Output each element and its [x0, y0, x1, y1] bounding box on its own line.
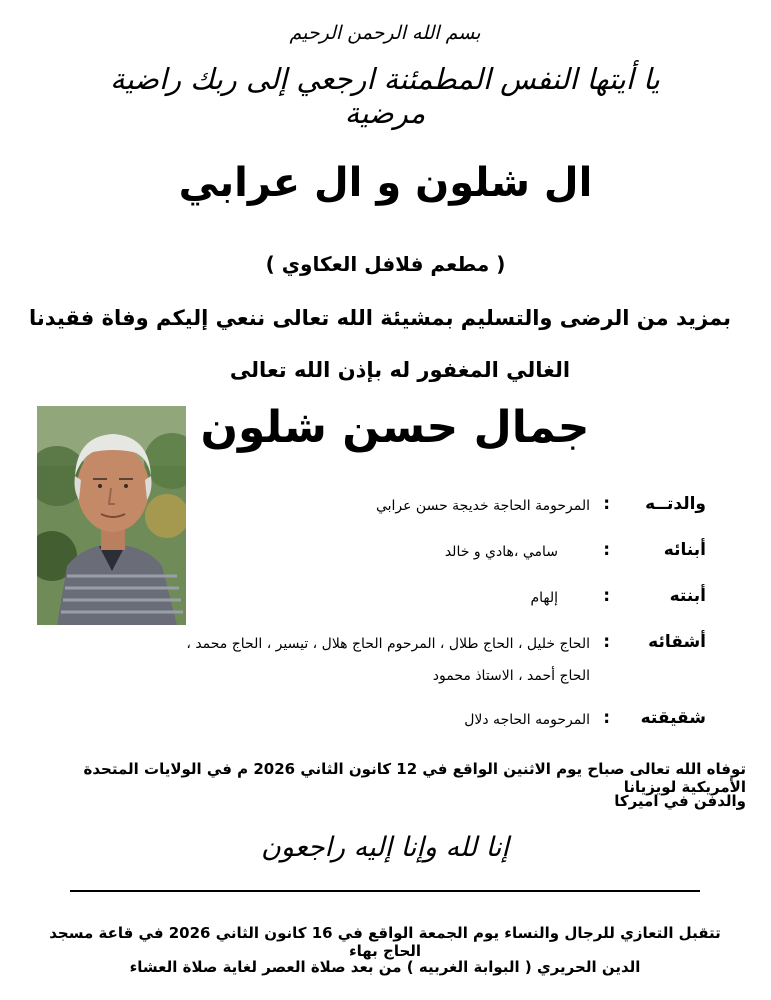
announcement-line-1: بمزيد من الرضى والتسليم بمشيئة الله تعالى ننعي إليكم وفاة فقيدنا [28, 306, 732, 330]
relative-colon: : [603, 540, 610, 560]
relative-value: الحاج خليل ، الحاج طلال ، المرحوم الحاج هلال ، تيسير ، الحاج محمد ، [186, 636, 590, 652]
relative-label: أشقائه [648, 632, 706, 652]
relative-value-continued: الحاج أحمد ، الاستاذ محمود [432, 668, 590, 684]
relative-label: أبنته [669, 586, 706, 606]
relative-label: والدتــه [645, 494, 706, 514]
relative-row-daughter [6, 586, 706, 616]
quran-verse: يا أيتها النفس المطمئنة ارجعي إلى ربك راضية مرضية [110, 62, 660, 130]
divider [70, 890, 700, 892]
business-name: ( مطعم فلافل العكاوي ) [265, 252, 506, 276]
relative-label: شقيقته [640, 708, 706, 728]
relative-row-mother [6, 494, 706, 524]
relative-colon: : [603, 586, 610, 606]
relative-value: المرحومة الحاجة خديجة حسن عرابي [375, 498, 590, 514]
closing-verse: إنا لله وإنا إليه راجعون [261, 832, 509, 863]
announcement-line-2: الغالي المغفور له بإذن الله تعالى [229, 358, 571, 382]
relative-row-sons [6, 540, 706, 570]
relative-value: المرحومه الحاجه دلال [464, 712, 590, 728]
condolences-line-1: تتقبل التعازي للرجال والنساء يوم الجمعة الواقع في 16 كانون الثاني 2026 في قاعة مسجد الحاج بهاء [49, 924, 721, 960]
relative-row-sister [6, 708, 706, 738]
relative-colon: : [603, 632, 610, 652]
relative-label: أبنائه [663, 540, 706, 560]
deceased-name: جمال حسن شلون [200, 402, 590, 453]
relative-colon: : [603, 494, 610, 514]
basmala-heading: بسم الله الرحمن الرحيم [289, 22, 481, 44]
relative-value: سامي ،هادي و خالد [444, 544, 558, 560]
relative-colon: : [603, 708, 610, 728]
families-title: ال شلون و ال عرابي [178, 160, 593, 206]
relative-row-brothers [6, 632, 706, 692]
death-notice-line-2: والدفن في اميركا [614, 792, 746, 810]
death-notice-line-1: توفاه الله تعالى صباح يوم الاثنين الواقع في 12 كانون الثاني 2026 م في الولايات المتحدة الأمريكية لويزيانا [83, 760, 746, 796]
condolences-line-2: الدين الحريري ( البوابة الغربيه ) من بعد صلاة العصر لغاية صلاة العشاء [129, 958, 641, 976]
relative-value: إلهام [530, 590, 558, 606]
